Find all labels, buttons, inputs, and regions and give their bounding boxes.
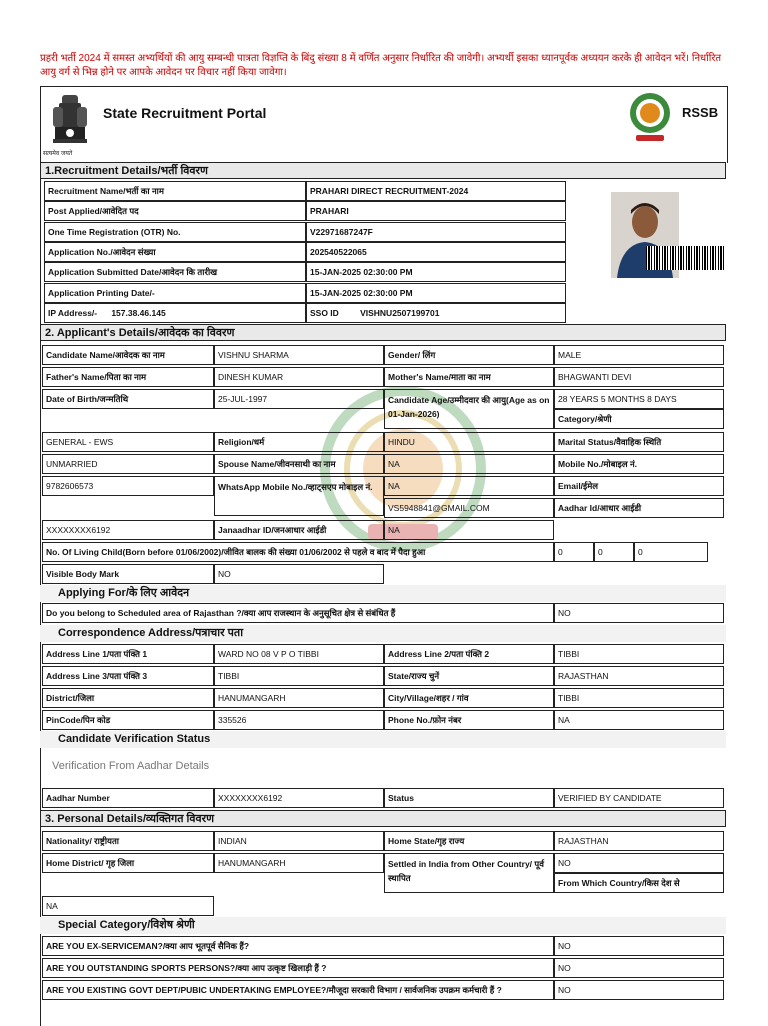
- from-country-value: NA: [42, 896, 214, 916]
- address-line2-value: TIBBI: [554, 644, 724, 664]
- ip-address-label: IP Address/- 157.38.46.145: [44, 303, 306, 323]
- section-applying-for: Applying For/के लिए आवेदन: [40, 585, 726, 602]
- living-child-value: 0: [594, 542, 634, 562]
- spouse-name-label: Spouse Name/जीवनसाथी का नाम: [214, 454, 384, 474]
- special-category-answer: NO: [554, 958, 724, 978]
- recruitment-row-label: Application No./आवेदन संख्या: [44, 242, 306, 262]
- special-category-question: ARE YOU EXISTING GOVT DEPT/PUBIC UNDERTAKING EMPLOYEE?/मौजूदा सरकारी विभाग / सार्वजनिक उपक्रम कर्मचारी हैं ?: [42, 980, 554, 1000]
- living-child-value: 0: [634, 542, 708, 562]
- religion-label: Religion/धर्म: [214, 432, 384, 452]
- barcode-icon: [646, 246, 724, 270]
- section-correspondence: Correspondence Address/पत्राचार पता: [40, 625, 726, 642]
- verification-status-label: Status: [384, 788, 554, 808]
- living-child-value: 0: [554, 542, 594, 562]
- home-district-value: HANUMANGARH: [214, 853, 384, 873]
- address-line3-value: TIBBI: [214, 666, 384, 686]
- home-state-value: RAJASTHAN: [554, 831, 724, 851]
- verification-status-value: VERIFIED BY CANDIDATE: [554, 788, 724, 808]
- living-child-label: No. Of Living Child(Born before 01/06/2002)/जीवित बालक की संख्या 01/06/2002 से पहले व बाद में पैदा हुआ: [42, 542, 554, 562]
- sso-id-value: VISHNU2507199701: [360, 308, 440, 318]
- section-verification: Candidate Verification Status: [40, 731, 726, 748]
- city-value: TIBBI: [554, 688, 724, 708]
- special-category-answer: NO: [554, 936, 724, 956]
- nationality-label: Nationality/ राष्ट्रीयता: [42, 831, 214, 851]
- body-mark-label: Visible Body Mark: [42, 564, 214, 584]
- home-state-label: Home State/गृह राज्य: [384, 831, 554, 851]
- category-label: Category/श्रेणी: [554, 409, 724, 429]
- mobile-label: Mobile No./मोबाइल नं.: [554, 454, 724, 474]
- org-name: RSSB: [682, 105, 719, 120]
- phone-label: Phone No./फ़ोन नंबर: [384, 710, 554, 730]
- candidate-name-value: VISHNU SHARMA: [214, 345, 384, 365]
- city-label: City/Village/शहर / गांव: [384, 688, 554, 708]
- district-label: District/जिला: [42, 688, 214, 708]
- gender-label: Gender/ लिंग: [384, 345, 554, 365]
- section-special-category: Special Category/विशेष श्रेणी: [40, 917, 726, 934]
- mother-name-value: BHAGWANTI DEVI: [554, 367, 724, 387]
- address-line1-value: WARD NO 08 V P O TIBBI: [214, 644, 384, 664]
- gender-value: MALE: [554, 345, 724, 365]
- age-value: 28 YEARS 5 MONTHS 8 DAYS: [554, 389, 724, 409]
- state-value: RAJASTHAN: [554, 666, 724, 686]
- address-line1-label: Address Line 1/पता पंक्ति 1: [42, 644, 214, 664]
- special-category-question: ARE YOU EX-SERVICEMAN?/क्या आप भूतपूर्व सैनिक हैं?: [42, 936, 554, 956]
- recruitment-row-value: PRAHARI DIRECT RECRUITMENT-2024: [306, 181, 566, 201]
- state-label: State/राज्य चुनें: [384, 666, 554, 686]
- mobile-value: 9782606573: [42, 476, 214, 496]
- recruitment-row-label: Recruitment Name/भर्ती का नाम: [44, 181, 306, 201]
- nationality-value: INDIAN: [214, 831, 384, 851]
- recruitment-row-value: 15-JAN-2025 02:30:00 PM: [306, 283, 566, 303]
- emblem-caption: सत्यमेव जयते: [43, 151, 73, 157]
- recruitment-row-label: Application Submitted Date/आवेदन कि तारीख: [44, 262, 306, 282]
- religion-value: HINDU: [384, 432, 554, 452]
- recruitment-row-value: 15-JAN-2025 02:30:00 PM: [306, 262, 566, 282]
- scheduled-area-label: Do you belong to Scheduled area of Rajasthan ?/क्या आप राजस्थान के अनुसूचित क्षेत्र से संबंधित हैं: [42, 603, 554, 623]
- pincode-value: 335526: [214, 710, 384, 730]
- pincode-label: PinCode/पिन कोड: [42, 710, 214, 730]
- portal-header: [40, 86, 728, 163]
- body-mark-value: NO: [214, 564, 384, 584]
- eligibility-notice: प्रहरी भर्ती 2024 में समस्त अभ्यर्थियों की आयु सम्बन्धी पात्रता विज्ञप्ति के बिंदु संख्या 8 में वर्णित अनुसार निर्धारित की जावेगी। अभ्यर्थी इसका ध्यानपूर्वक अध्ययन करके ही आवेदन भरें। निर्धारित आयु वर्ग से भिन्न होने पर आपके आवेदन पर विचार नहीं किया जावेगा।: [40, 53, 722, 78]
- mother-name-label: Mother's Name/माता का नाम: [384, 367, 554, 387]
- verification-subtitle: Verification From Aadhar Details: [52, 760, 210, 772]
- spouse-name-value: NA: [384, 454, 554, 474]
- email-value: VS5948841@GMAIL.COM: [384, 498, 554, 518]
- father-name-value: DINESH KUMAR: [214, 367, 384, 387]
- recruitment-row-value: PRAHARI: [306, 201, 566, 221]
- from-country-label: From Which Country/किस देश से: [554, 873, 724, 893]
- settled-label: Settled in India from Other Country/ पूर्व स्थापित: [384, 853, 554, 893]
- rssb-logo-icon: [628, 89, 672, 145]
- recruitment-row-value: 202540522065: [306, 242, 566, 262]
- address-line3-label: Address Line 3/पता पंक्ति 3: [42, 666, 214, 686]
- section-applicant-details: 2. Applicant's Details/आवेदक का विवरण: [40, 324, 726, 341]
- aadhar-id-value: XXXXXXXX6192: [42, 520, 214, 540]
- whatsapp-value: NA: [384, 476, 554, 496]
- category-value: GENERAL - EWS: [42, 432, 214, 452]
- settled-value: NO: [554, 853, 724, 873]
- candidate-name-label: Candidate Name/आवेदक का नाम: [42, 345, 214, 365]
- father-name-label: Father's Name/पिता का नाम: [42, 367, 214, 387]
- special-category-question: ARE YOU OUTSTANDING SPORTS PERSONS?/क्या आप उत्कृष्ट खिलाड़ी हैं ?: [42, 958, 554, 978]
- janaadhar-value: NA: [384, 520, 554, 540]
- section-recruitment-details: 1.Recruitment Details/भर्ती विवरण: [40, 162, 726, 179]
- section-personal-details: 3. Personal Details/व्यक्तिगत विवरण: [40, 810, 726, 827]
- marital-status-value: UNMARRIED: [42, 454, 214, 474]
- whatsapp-label: WhatsApp Mobile No./व्हाट्सएप मोबाइल नं.: [214, 476, 384, 516]
- email-label: Email/ईमेल: [554, 476, 724, 496]
- aadhar-id-label: Aadhar Id/आधार आईडी: [554, 498, 724, 518]
- aadhar-number-label: Aadhar Number: [42, 788, 214, 808]
- recruitment-row-label: Application Printing Date/-: [44, 283, 306, 303]
- sso-id-label: SSO ID VISHNU2507199701: [306, 303, 566, 323]
- district-value: HANUMANGARH: [214, 688, 384, 708]
- address-line2-label: Address Line 2/पता पंक्ति 2: [384, 644, 554, 664]
- scheduled-area-value: NO: [554, 603, 724, 623]
- phone-value: NA: [554, 710, 724, 730]
- recruitment-row-label: One Time Registration (OTR) No.: [44, 222, 306, 242]
- janaadhar-label: Janaadhar ID/जनआधार आईडी: [214, 520, 384, 540]
- dob-label: Date of Birth/जन्मतिथि: [42, 389, 214, 409]
- aadhar-number-value: XXXXXXXX6192: [214, 788, 384, 808]
- home-district-label: Home District/ गृह जिला: [42, 853, 214, 873]
- age-label: Candidate Age/उम्मीदवार की आयु(Age as on 01-Jan-2026): [384, 389, 554, 429]
- recruitment-row-label: Post Applied/आवेदित पद: [44, 201, 306, 221]
- dob-value: 25-JUL-1997: [214, 389, 384, 409]
- ip-address-value: 157.38.46.145: [111, 308, 166, 318]
- portal-title: State Recruitment Portal: [103, 105, 267, 121]
- recruitment-row-value: V22971687247F: [306, 222, 566, 242]
- marital-status-label: Marital Status/वैवाहिक स्थिति: [554, 432, 724, 452]
- special-category-answer: NO: [554, 980, 724, 1000]
